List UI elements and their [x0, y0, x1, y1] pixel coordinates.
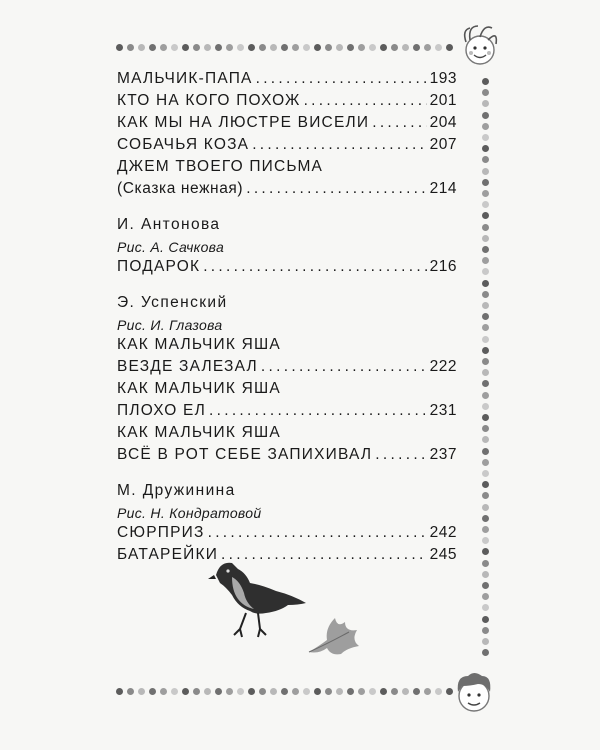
toc-entry-title: МАЛЬЧИК-ПАПА [117, 70, 253, 87]
border-dot [226, 44, 233, 51]
crow-illustration [206, 555, 316, 645]
border-dot [237, 44, 244, 51]
border-dot [149, 44, 156, 51]
border-dot [482, 145, 489, 152]
border-dot [369, 688, 376, 695]
border-dot [248, 688, 255, 695]
toc-entry[interactable] [117, 180, 457, 202]
border-dot [482, 593, 489, 600]
toc-entry[interactable] [117, 258, 457, 280]
border-dot [116, 688, 123, 695]
table-of-contents [117, 70, 457, 568]
toc-entry-page: 193 [429, 70, 457, 87]
border-dot [482, 492, 489, 499]
border-dot [482, 470, 489, 477]
border-dot [482, 560, 489, 567]
border-dot [435, 44, 442, 51]
border-dot [482, 291, 489, 298]
border-dot [482, 324, 489, 331]
dot-leader [261, 358, 427, 376]
border-dot [402, 688, 409, 695]
dot-leader [252, 136, 426, 154]
illustrator-name: Рис. А. Сачкова [117, 239, 225, 255]
border-dot [482, 100, 489, 107]
toc-entry[interactable] [117, 70, 457, 92]
toc-entry[interactable] [117, 114, 457, 136]
toc-entry-page: 231 [429, 402, 457, 419]
border-dot [482, 504, 489, 511]
border-dot [482, 168, 489, 175]
border-dot [482, 358, 489, 365]
author-name: И. Антонова [117, 216, 221, 233]
toc-entry-title: СОБАЧЬЯ КОЗА [117, 136, 250, 153]
border-dot [270, 688, 277, 695]
border-dot [127, 44, 134, 51]
dot-leader [208, 524, 427, 542]
border-dot [259, 688, 266, 695]
border-dot [193, 688, 200, 695]
boy-face-icon [448, 664, 500, 720]
border-dot [482, 436, 489, 443]
border-dot [391, 44, 398, 51]
border-dot [237, 688, 244, 695]
border-dot [482, 481, 489, 488]
border-dot [215, 688, 222, 695]
border-dot [482, 257, 489, 264]
dot-leader [256, 70, 427, 88]
border-dot [292, 688, 299, 695]
border-dot [446, 44, 453, 51]
toc-entry-page: 222 [429, 358, 457, 375]
border-dot [482, 179, 489, 186]
border-dot [138, 44, 145, 51]
border-dot [303, 688, 310, 695]
border-dot [482, 649, 489, 656]
border-dot [325, 44, 332, 51]
border-dot [482, 627, 489, 634]
border-dot [314, 688, 321, 695]
border-dot [482, 302, 489, 309]
border-dot [336, 688, 343, 695]
border-dot [347, 688, 354, 695]
toc-entry[interactable] [117, 136, 457, 158]
border-dot [482, 604, 489, 611]
border-dot [424, 688, 431, 695]
toc-entry-title-line1 [117, 424, 457, 446]
border-dot [347, 44, 354, 51]
toc-entry[interactable] [117, 92, 457, 114]
toc-entry-page: 245 [429, 546, 457, 563]
toc-entry-title: БАТАРЕЙКИ [117, 546, 219, 563]
border-dot [204, 688, 211, 695]
border-dot [482, 313, 489, 320]
border-dot [482, 392, 489, 399]
dot-leader [304, 92, 427, 110]
border-dot [314, 44, 321, 51]
border-dot [482, 448, 489, 455]
border-dot [482, 347, 489, 354]
border-dot [171, 688, 178, 695]
border-dot [413, 688, 420, 695]
toc-entry-title: ДЖЕМ ТВОЕГО ПИСЬМА [117, 158, 324, 175]
border-dot [435, 688, 442, 695]
toc-entry-page: 204 [429, 114, 457, 131]
border-dot [482, 526, 489, 533]
toc-entry[interactable] [117, 402, 457, 424]
border-dot [482, 582, 489, 589]
border-dot [358, 688, 365, 695]
border-dot [482, 280, 489, 287]
toc-entry-title-line1 [117, 380, 457, 402]
toc-entry-title: КАК МАЛЬЧИК ЯША [117, 424, 281, 441]
border-dot [482, 156, 489, 163]
border-dot [482, 224, 489, 231]
illustrator-name: Рис. И. Глазова [117, 317, 223, 333]
toc-entry-title: ВЕЗДЕ ЗАЛЕЗАЛ [117, 358, 258, 375]
border-dot [325, 688, 332, 695]
border-dot [482, 425, 489, 432]
border-dot [482, 134, 489, 141]
border-dot [391, 688, 398, 695]
toc-entry-title: СЮРПРИЗ [117, 524, 205, 541]
border-dot [127, 688, 134, 695]
leaf-illustration [305, 612, 365, 662]
border-dot [182, 44, 189, 51]
border-dot [482, 548, 489, 555]
toc-entry-title-line1 [117, 336, 457, 358]
border-dot [482, 571, 489, 578]
border-dot [482, 190, 489, 197]
border-dot [292, 44, 299, 51]
border-dot [413, 44, 420, 51]
border-dot [160, 44, 167, 51]
border-dot [281, 688, 288, 695]
border-dot [482, 112, 489, 119]
border-dot [482, 515, 489, 522]
border-dot [358, 44, 365, 51]
border-dot [303, 44, 310, 51]
toc-entry-title: КТО НА КОГО ПОХОЖ [117, 92, 301, 109]
toc-entry-title: КАК МЫ НА ЛЮСТРЕ ВИСЕЛИ [117, 114, 370, 131]
border-dot [259, 44, 266, 51]
border-dot [482, 638, 489, 645]
dotted-border-right [482, 78, 490, 658]
toc-entry-title-line1 [117, 158, 457, 180]
toc-entry-page: 216 [429, 258, 457, 275]
toc-entry-page: 214 [429, 180, 457, 197]
border-dot [281, 44, 288, 51]
dotted-border-top [116, 44, 456, 52]
author-name: М. Дружинина [117, 482, 236, 499]
border-dot [402, 44, 409, 51]
dot-leader [246, 180, 426, 198]
border-dot [482, 235, 489, 242]
border-dot [138, 688, 145, 695]
border-dot [482, 537, 489, 544]
border-dot [380, 688, 387, 695]
dot-leader [209, 402, 427, 420]
border-dot [171, 44, 178, 51]
toc-entry[interactable] [117, 446, 457, 468]
border-dot [369, 44, 376, 51]
dotted-border-bottom [116, 688, 456, 696]
border-dot [482, 336, 489, 343]
border-dot [248, 44, 255, 51]
toc-entry-title: ПОДАРОК [117, 258, 201, 275]
border-dot [336, 44, 343, 51]
toc-entry[interactable] [117, 524, 457, 546]
border-dot [116, 44, 123, 51]
border-dot [482, 616, 489, 623]
border-dot [193, 44, 200, 51]
toc-entry-title: КАК МАЛЬЧИК ЯША [117, 380, 281, 397]
border-dot [482, 212, 489, 219]
toc-entry-title: (Сказка нежная) [117, 180, 244, 197]
border-dot [482, 246, 489, 253]
border-dot [270, 44, 277, 51]
border-dot [424, 44, 431, 51]
author-name: Э. Успенский [117, 294, 228, 311]
border-dot [482, 380, 489, 387]
border-dot [482, 123, 489, 130]
dot-leader [203, 258, 426, 276]
border-dot [149, 688, 156, 695]
border-dot [204, 44, 211, 51]
toc-entry-page: 242 [429, 524, 457, 541]
toc-entry-page: 207 [429, 136, 457, 153]
toc-entry-page: 237 [429, 446, 457, 463]
border-dot [160, 688, 167, 695]
toc-entry[interactable] [117, 358, 457, 380]
border-dot [482, 414, 489, 421]
border-dot [482, 89, 489, 96]
border-dot [482, 268, 489, 275]
toc-entry-title: ПЛОХО ЕЛ [117, 402, 206, 419]
illustrator-name: Рис. Н. Кондратовой [117, 505, 262, 521]
dot-leader [372, 114, 426, 132]
border-dot [215, 44, 222, 51]
girl-face-icon [456, 20, 504, 72]
border-dot [482, 201, 489, 208]
border-dot [482, 369, 489, 376]
border-dot [182, 688, 189, 695]
border-dot [482, 78, 489, 85]
dot-leader [375, 446, 426, 464]
border-dot [482, 459, 489, 466]
border-dot [482, 403, 489, 410]
border-dot [380, 44, 387, 51]
toc-entry-title: КАК МАЛЬЧИК ЯША [117, 336, 281, 353]
toc-entry-title: ВСЁ В РОТ СЕБЕ ЗАПИХИВАЛ [117, 446, 373, 463]
border-dot [226, 688, 233, 695]
toc-entry-page: 201 [429, 92, 457, 109]
